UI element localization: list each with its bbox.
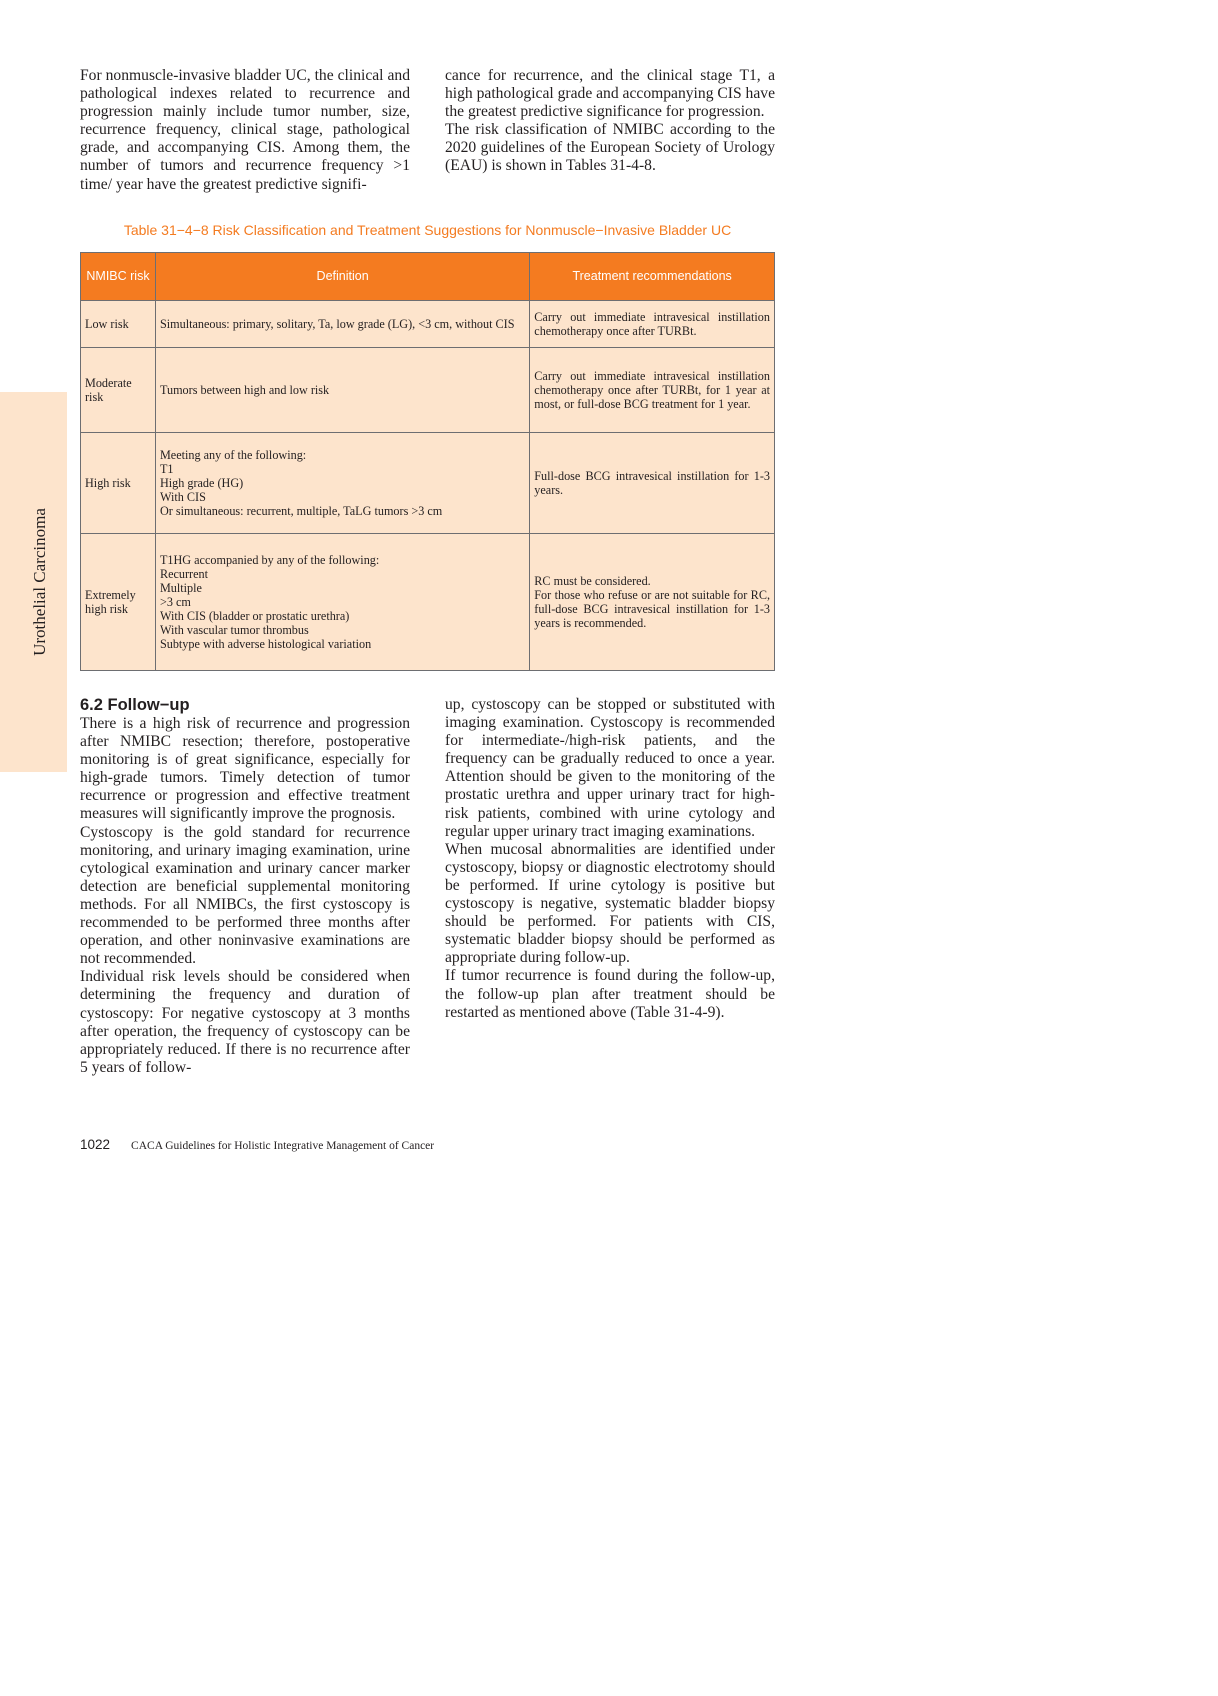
paragraph: If tumor recurrence is found during the follow-up, the follow-up plan after treatment should be restarted as mentioned above (Table 31-4-9). [445,967,775,1021]
section-heading: 6.2 Follow−up [80,696,190,714]
table-header-row [81,253,775,301]
risk-classification-table [80,252,775,671]
table-caption: Table 31−4−8 Risk Classification and Treatment Suggestions for Nonmuscle−Invasive Bladder UC [123,222,732,238]
risk-cell: High risk [81,433,156,534]
definition-line: Or simultaneous: recurrent, multiple, TaLG tumors >3 cm [159,504,443,518]
table-row [81,348,775,433]
page-number: 1022 [80,1137,111,1152]
treatment-line: RC must be considered. [534,574,651,588]
bottom-left-column [80,696,410,1077]
top-right-column [445,67,775,176]
definition-line: T1HG accompanied by any of the following: [159,553,380,567]
bottom-right-column [445,696,775,1022]
paragraph: For nonmuscle-invasive bladder UC, the clinical and pathological indexes related to recurrence and progression mainly include tumor number, size, recurrence frequency, clinical stage, pathological grade, and accompanying CIS. Among them, the number of tumors and recurrence frequency >1 time/ year have the greatest predictive signifi- [80,67,410,193]
column-header-risk: NMIBC risk [81,253,156,301]
side-tab-label: Urothelial Carcinoma [30,508,49,656]
treatment-line: For those who refuse or are not suitable for RC, full-dose BCG intravesical instillation for 1-3 years is recommended. [534,588,770,630]
definition-line: With CIS [159,490,206,504]
definition-cell [155,433,529,534]
column-header-treatment: Treatment recommendations [530,253,775,301]
top-left-column [80,67,410,194]
definition-line: Simultaneous: primary, solitary, Ta, low grade (LG), <3 cm, without CIS [159,317,515,331]
paragraph: When mucosal abnormalities are identified under cystoscopy, biopsy or diagnostic electrotomy should be performed. If urine cytology is positive but cystoscopy is negative, systematic bladder biopsy should be performed. For patients with CIS, systematic bladder biopsy should be performed as appropriate during follow-up. [445,840,775,967]
paragraph: cance for recurrence, and the clinical stage T1, a high pathological grade and accompanying CIS have the greatest predictive significance for progression. [445,67,775,121]
treatment-cell [530,534,775,671]
definition-cell [155,301,529,348]
page-footer [80,1137,434,1153]
risk-cell: Low risk [81,301,156,348]
definition-line: Recurrent [159,567,209,581]
table-row [81,534,775,671]
treatment-cell [530,348,775,433]
treatment-line: Carry out immediate intravesical instillation chemotherapy once after TURBt. [534,310,770,338]
treatment-line: Carry out immediate intravesical instillation chemotherapy once after TURBt, for 1 year at most, or full-dose BCG treatment for 1 year. [534,369,770,411]
risk-cell: Moderate risk [81,348,156,433]
paragraph: Cystoscopy is the gold standard for recurrence monitoring, and urinary imaging examination, urine cytological examination and urinary cancer marker detection are beneficial supplemental monitoring methods. For all NMIBCs, the first cystoscopy is recommended to be performed three months after operation, and other noninvasive examinations are not recommended. [80,823,410,968]
definition-line: Subtype with adverse histological variation [159,637,372,651]
definition-line: Multiple [159,581,202,595]
definition-cell [155,534,529,671]
paragraph: Individual risk levels should be considered when determining the frequency and duration of cystoscopy: For negative cystoscopy at 3 months after operation, the frequency of cystoscopy can be appropriately reduced. If there is no recurrence after 5 years of follow- [80,968,410,1076]
definition-line: Tumors between high and low risk [159,383,330,397]
definition-line: With CIS (bladder or prostatic urethra) [159,609,350,623]
paragraph: The risk classification of NMIBC according to the 2020 guidelines of the European Society of Urology (EAU) is shown in Tables 31-4-8. [445,121,775,175]
definition-line: >3 cm [159,595,191,609]
table-row [81,301,775,348]
treatment-line: Full-dose BCG intravesical instillation for 1-3 years. [534,469,770,497]
definition-line: Meeting any of the following: [159,448,307,462]
treatment-cell [530,301,775,348]
definition-line: With vascular tumor thrombus [159,623,309,637]
definition-line: T1 [159,462,174,476]
risk-cell: Extremely high risk [81,534,156,671]
definition-line: High grade (HG) [159,476,244,490]
footer-title: CACA Guidelines for Holistic Integrative Management of Cancer [131,1140,435,1152]
table-row [81,433,775,534]
column-header-definition: Definition [155,253,529,301]
definition-cell [155,348,529,433]
paragraph: There is a high risk of recurrence and progression after NMIBC resection; therefore, postoperative monitoring is of great significance, especially for high-grade tumors. Timely detection of tumor recurrence or progression and effective treatment measures will significantly improve the prognosis. [80,715,410,823]
paragraph: up, cystoscopy can be stopped or substituted with imaging examination. Cystoscopy is recommended for intermediate-/high-risk patients, and the frequency can be gradually reduced to once a year. Attention should be given to the monitoring of the prostatic urethra and upper urinary tract for high-risk patients, combined with urine cytology and regular upper urinary tract imaging examinations. [445,696,775,840]
treatment-cell [530,433,775,534]
